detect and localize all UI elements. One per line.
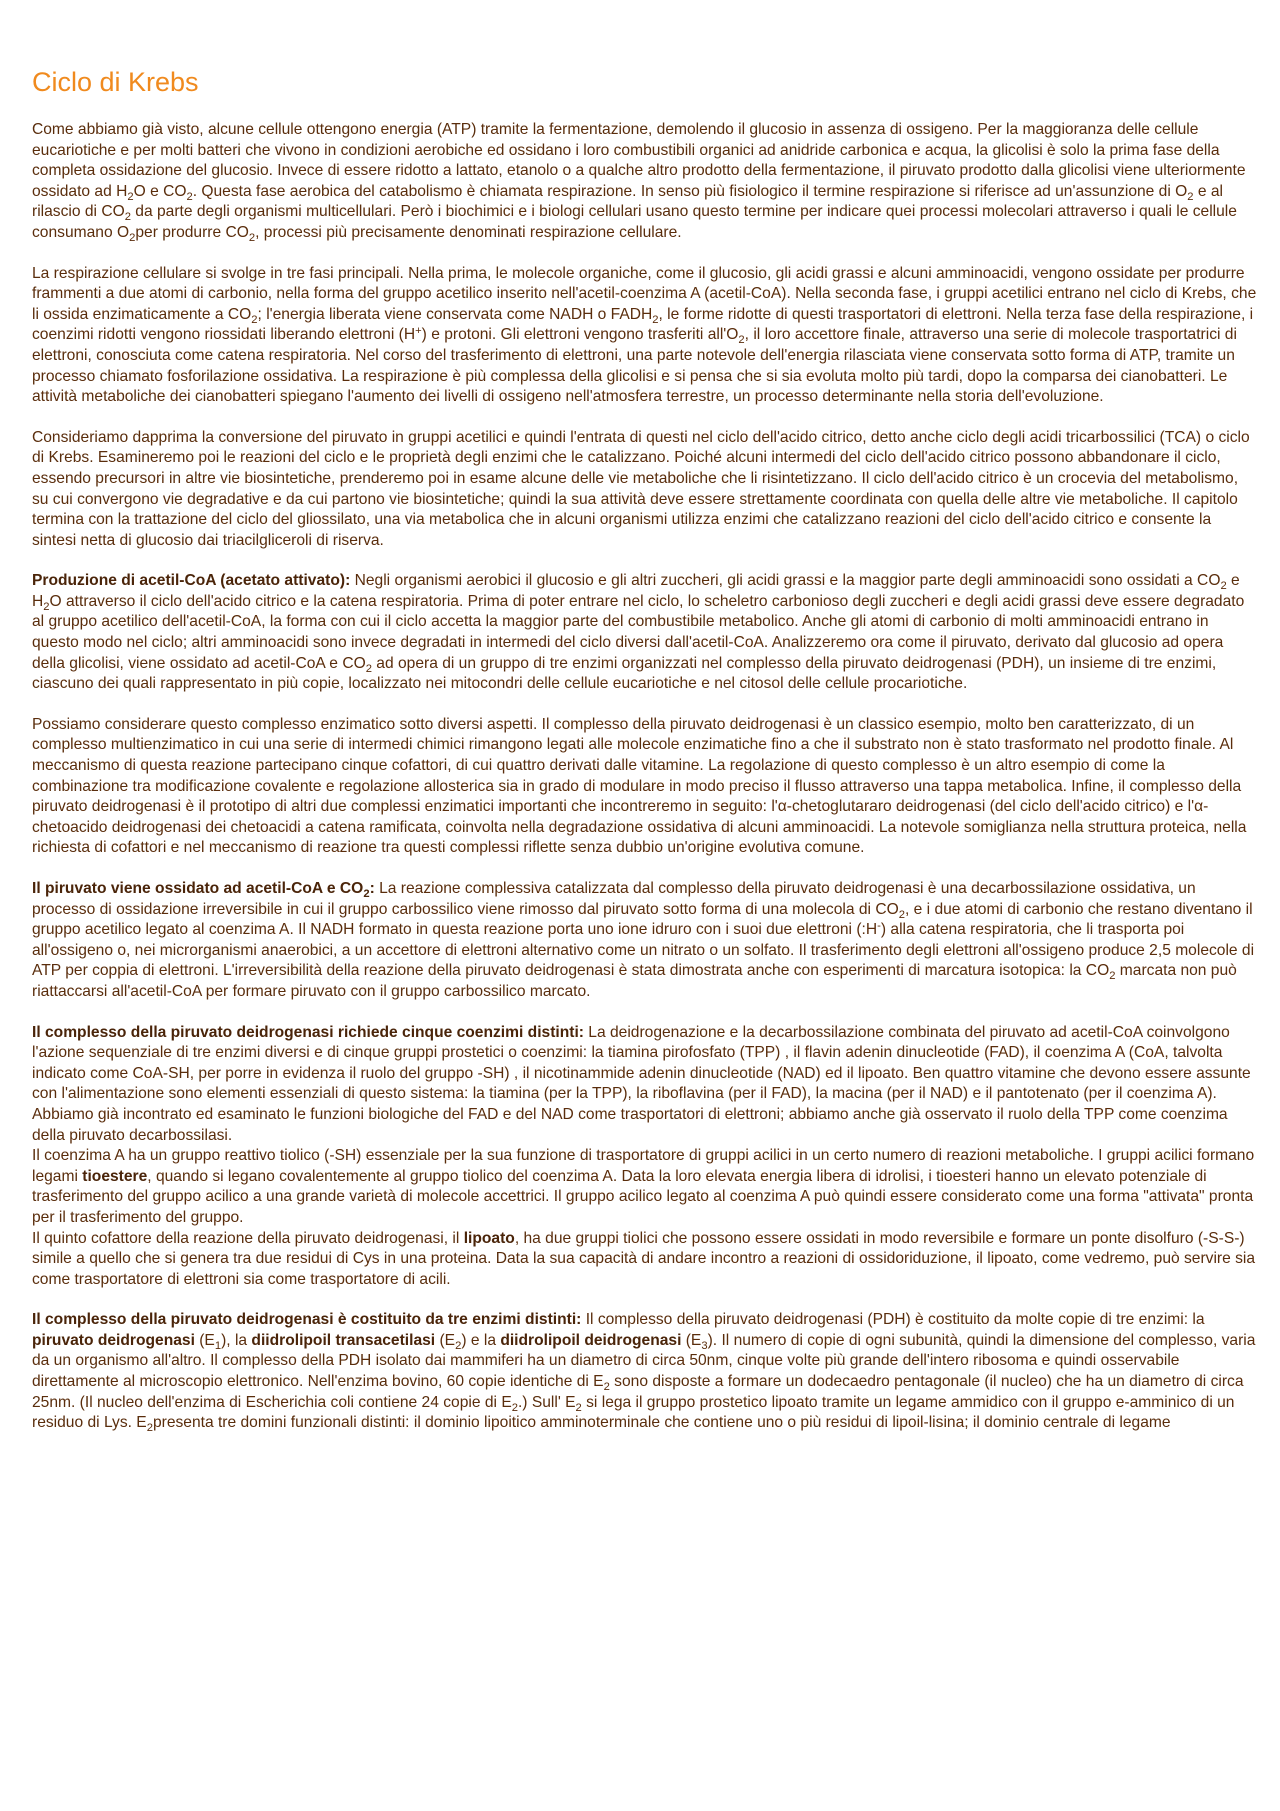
paragraph: Il coenzima A ha un gruppo reattivo tiolico (-SH) essenziale per la sua funzione di trasportatore di gruppi acilici in un certo numero di reazioni metaboliche. I gruppi acilici formano legami tioestere, quando si legano covalentemente al gruppo tiolico del coenzima A. Data la loro elevata energia libera di idrolisi, i tioesteri hanno un elevato potenziale di trasferimento del gruppo acilico a una grande varietà di molecole accettrici. Il gruppo acilico legato al coenzima A può quindi essere considerato come una forma "attivata" pronta per il trasferimento del gruppo.: [32, 1147, 1255, 1226]
paragraph: Consideriamo dapprima la conversione del piruvato in gruppi acetilici e quindi l'entrata di questi nel ciclo dell'acido citrico, detto anche ciclo degli acidi tricarbossilici (TCA) o ciclo di Krebs. Esamineremo poi le reazioni del ciclo e le proprietà degli enzimi che le catalizzano. Poiché alcuni intermedi del ciclo dell'acido citrico possono abbandonare il ciclo, essendo precursori in altre vie biosintetiche, prenderemo poi in esame alcune delle vie metaboliche che li risintetizzano. Il ciclo dell'acido citrico è un crocevia del metabolismo, su cui convergono vie degradative e da cui partono vie biosintetiche; quindi la sua attività deve essere strettamente coordinata con quella delle altre vie metaboliche. Il capitolo termina con la trattazione del ciclo del gliossilato, una via metabolica che in alcuni organismi utilizza enzimi che catalizzano reazioni del ciclo dell'acido citrico e consente la sintesi netta di glucosio dai triacilgliceroli di riserva.: [32, 428, 1250, 549]
paragraph: Produzione di acetil-CoA (acetato attivato): Negli organismi aerobici il glucosio e gli altri zuccheri, gli acidi grassi e la maggior parte degli amminoacidi sono ossidati a $CO_2$ e $H_2O$ attraverso il ciclo dell'acido citrico e la catena respiratoria. Prima di poter entrare nel ciclo, lo scheletro carbonioso degli zuccheri e degli acidi grassi deve essere degradato al gruppo acetilico dell'acetil-CoA, la forma con cui il ciclo accetta la maggior parte del combustibile metabolico. Anche gli atomi di carbonio di molti amminoacidi entrano in questo modo nel ciclo; altri amminoacidi sono invece degradati in intermedi del ciclo diversi dall'acetil-CoA. Analizzeremo ora come il piruvato, derivato dal glucosio ad opera della glicolisi, viene ossidato ad acetil-CoA e $CO_2$ ad opera di un gruppo di tre enzimi organizzati nel complesso della piruvato deidrogenasi (PDH), un insieme di tre enzimi, ciascuno dei quali rappresentato in più copie, localizzato nei mitocondri delle cellule eucariotiche e nel citosol delle cellule procariotiche.: [32, 572, 1245, 693]
paragraph: Il quinto cofattore della reazione della piruvato deidrogenasi, il lipoato, ha due gruppi tiolici che possono essere ossidati in modo reversibile e formare un ponte disolfuro (-S-S-) simile a quello che si genera tra due residui di Cys in una proteina. Data la sua capacità di andare incontro a reazioni di ossidoriduzione, il lipoato, come vedremo, può servire sia come trasportatore di elettroni sia come trasportatore di acili.: [32, 1229, 1256, 1288]
paragraph: Possiamo considerare questo complesso enzimatico sotto diversi aspetti. Il complesso della piruvato deidrogenasi è un classico esempio, molto ben caratterizzato, di un complesso multienzimatico in cui una serie di intermedi chimici rimangono legati alle molecole enzimatiche fino a che il substrato non è stato trasformato nel prodotto finale. Al meccanismo di questa reazione partecipano cinque cofattori, di cui quattro derivati dalle vitamine. La regolazione di questo complesso è un altro esempio di come la combinazione tra modificazione covalente e regolazione allosterica sia in grado di modulare in modo preciso il flusso attraverso una tappa metabolica. Infine, il complesso della piruvato deidrogenasi è il prototipo di altri due complessi enzimatici importanti che incontreremo in seguito: l'α-chetoglutararo deidrogenasi (del ciclo dell'acido citrico) e l'α-chetoacido deidrogenasi dei chetoacidi a catena ramificata, coinvolta nella degradazione ossidativa di alcuni amminoacidi. La notevole somiglianza nella struttura proteica, nella richiesta di cofattori e nel meccanismo di reazione tra questi complessi riflette senza dubbio un'origine evolutiva comune.: [32, 715, 1247, 857]
bold-term: Il complesso della piruvato deidrogenasi è costituito da tre enzimi distinti:: [32, 1311, 582, 1329]
document-body: [32, 120, 1257, 1434]
bold-term: lipoato: [463, 1229, 515, 1247]
bold-term: Il piruvato viene ossidato ad acetil-CoA e $CO_2$:: [32, 880, 375, 900]
bold-term: Il complesso della piruvato deidrogenasi richiede cinque coenzimi distinti:: [32, 1023, 584, 1041]
paragraph: La respirazione cellulare si svolge in tre fasi principali. Nella prima, le molecole organiche, come il glucosio, gli acidi grassi e alcuni amminoacidi, vengono ossidate per produrre frammenti a due atomi di carbonio, nella forma del gruppo acetilico inserito nell'acetil-coenzima A (acetil-CoA). Nella seconda fase, i gruppi acetilici entrano nel ciclo di Krebs, che li ossida enzimaticamente a $CO_2$; l'energia liberata viene conservata come NADH o $FADH_2$, le forme ridotte di questi trasportatori di elettroni. Nella terza fase della respirazione, i coenzimi ridotti vengono riossidati liberando elettroni (H+) e protoni. Gli elettroni vengono trasferiti $all'O_2$, il loro accettore finale, attraverso una serie di molecole trasportatrici di elettroni, conosciuta come catena respiratoria. Nel corso del trasferimento di elettroni, una parte notevole dell'energia rilasciata viene conservata sotto forma di ATP, tramite un processo chiamato fosforilazione ossidativa. La respirazione è più complessa della glicolisi e si pensa che si sia evoluta molto più tardi, dopo la comparsa dei cianobatteri. Le attività metaboliche dei cianobatteri spiegano l'aumento dei livelli di ossigeno nell'atmosfera terrestre, un processo determinante nella storia dell'evoluzione.: [32, 264, 1257, 406]
paragraph: Il complesso della piruvato deidrogenasi è costituito da tre enzimi distinti: Il complesso della piruvato deidrogenasi (PDH) è costituito da molte copie di tre enzimi: la piruvato deidrogenasi $(E_1)$, la diidrolipoil transacetilasi $(E_2)$ e la diidrolipoil deidrogenasi $(E_3)$. Il numero di copie di ogni subunità, quindi la dimensione del complesso, varia da un organismo all'altro. Il complesso della PDH isolato dai mammiferi ha un diametro di circa 50nm, cinque volte più grande dell'intero ribosoma e quindi osservabile direttamente al microscopio elettronico. Nell'enzima bovino, 60 copie identiche di $E_2$ sono disposte a formare un dodecaedro pentagonale (il nucleo) che ha un diametro di circa 25nm. (Il nucleo dell'enzima di Escherichia coli contiene 24 copie di $E_2$.) Sull' $E_2$ si lega il gruppo prostetico lipoato tramite un legame ammidico con il gruppo e-amminico di un residuo di Lys. $E_2presenta$ tre domini funzionali distinti: il dominio lipoitico amminoterminale che contiene uno o più residui di lipoil-lisina; il dominio centrale di legame: [32, 1311, 1256, 1435]
bold-term: tioestere: [82, 1167, 148, 1185]
bold-term: piruvato deidrogenasi: [32, 1331, 195, 1349]
bold-term: diidrolipoil transacetilasi: [251, 1331, 436, 1349]
page-title: Ciclo di Krebs: [32, 67, 199, 97]
paragraph: Il piruvato viene ossidato ad acetil-CoA e $CO_2$: La reazione complessiva catalizzata dal complesso della piruvato deidrogenasi è una decarbossilazione ossidativa, un processo di ossidazione irreversibile in cui il gruppo carbossilico viene rimosso dal piruvato sotto forma di una molecola di $CO_2$, e i due atomi di carbonio che restano diventano il gruppo acetilico legato al coenzima A. Il NADH formato in questa reazione porta uno ione idruro con i suoi due elettroni (:H-) alla catena respiratoria, che li trasporta poi all'ossigeno o, nei microrganismi anaerobici, a un accettore di elettroni alternativo come un nitrato o un solfato. Il trasferimento degli elettroni all'ossigeno produce 2,5 molecole di ATP per coppia di elettroni. L'irreversibilità della reazione della piruvato deidrogenasi è stata dimostrata anche con esperimenti di marcatura isotopica: la $CO_2$ marcata non può riattaccarsi all'acetil-CoA per formare piruvato con il gruppo carbossilico marcato.: [32, 880, 1255, 1000]
bold-term: Produzione di acetil-CoA (acetato attivato):: [32, 572, 351, 590]
paragraph: Come abbiamo già visto, alcune cellule ottengono energia (ATP) tramite la fermentazione, demolendo il glucosio in assenza di ossigeno. Per la maggioranza delle cellule eucariotiche e per molti batteri che vivono in condizioni aerobiche ed ossidano i loro combustibili organici ad anidride carbonica e acqua, la glicolisi è solo la prima fase della completa ossidazione del glucosio. Invece di essere ridotto a lattato, etanolo o a qualche altro prodotto della fermentazione, il piruvato prodotto dalla glicolisi viene ulteriormente ossidato ad $H_2O$ e $CO_2$. Questa fase aerobica del catabolismo è chiamata respirazione. In senso più fisiologico il termine respirazione si riferisce ad un'assunzione di $O_2$ e al rilascio di $CO_2$ da parte degli organismi multicellulari. Però i biochimici e i biologi cellulari usano questo termine per indicare quei processi molecolari attraverso i quali le cellule consumano $O_2per$ produrre $CO_2$, processi più precisamente denominati respirazione cellulare.: [32, 121, 1246, 244]
document-page: [32, 66, 1257, 1454]
paragraph: Il complesso della piruvato deidrogenasi richiede cinque coenzimi distinti: La deidrogenazione e la decarbossilazione combinata del piruvato ad acetil-CoA coinvolgono l'azione sequenziale di tre enzimi diversi e di cinque gruppi prostetici o coenzimi: la tiamina pirofosfato (TPP) , il flavin adenin dinucleotide (FAD), il coenzima A (CoA, talvolta indicato come CoA-SH, per porre in evidenza il ruolo del gruppo -SH) , il nicotinammide adenin dinucleotide (NAD) ed il lipoato. Ben quattro vitamine che devono essere assunte con l'alimentazione sono elementi essenziali di questo sistema: la tiamina (per la TPP), la riboflavina (per il FAD), la macina (per il NAD) e il pantotenato (per il coenzima A). Abbiamo già incontrato ed esaminato le funzioni biologiche del FAD e del NAD come trasportatori di elettroni; abbiamo anche già osservato il ruolo della TPP come coenzima della piruvato decarbossilasi.: [32, 1023, 1251, 1144]
bold-term: diidrolipoil deidrogenasi: [500, 1331, 682, 1349]
